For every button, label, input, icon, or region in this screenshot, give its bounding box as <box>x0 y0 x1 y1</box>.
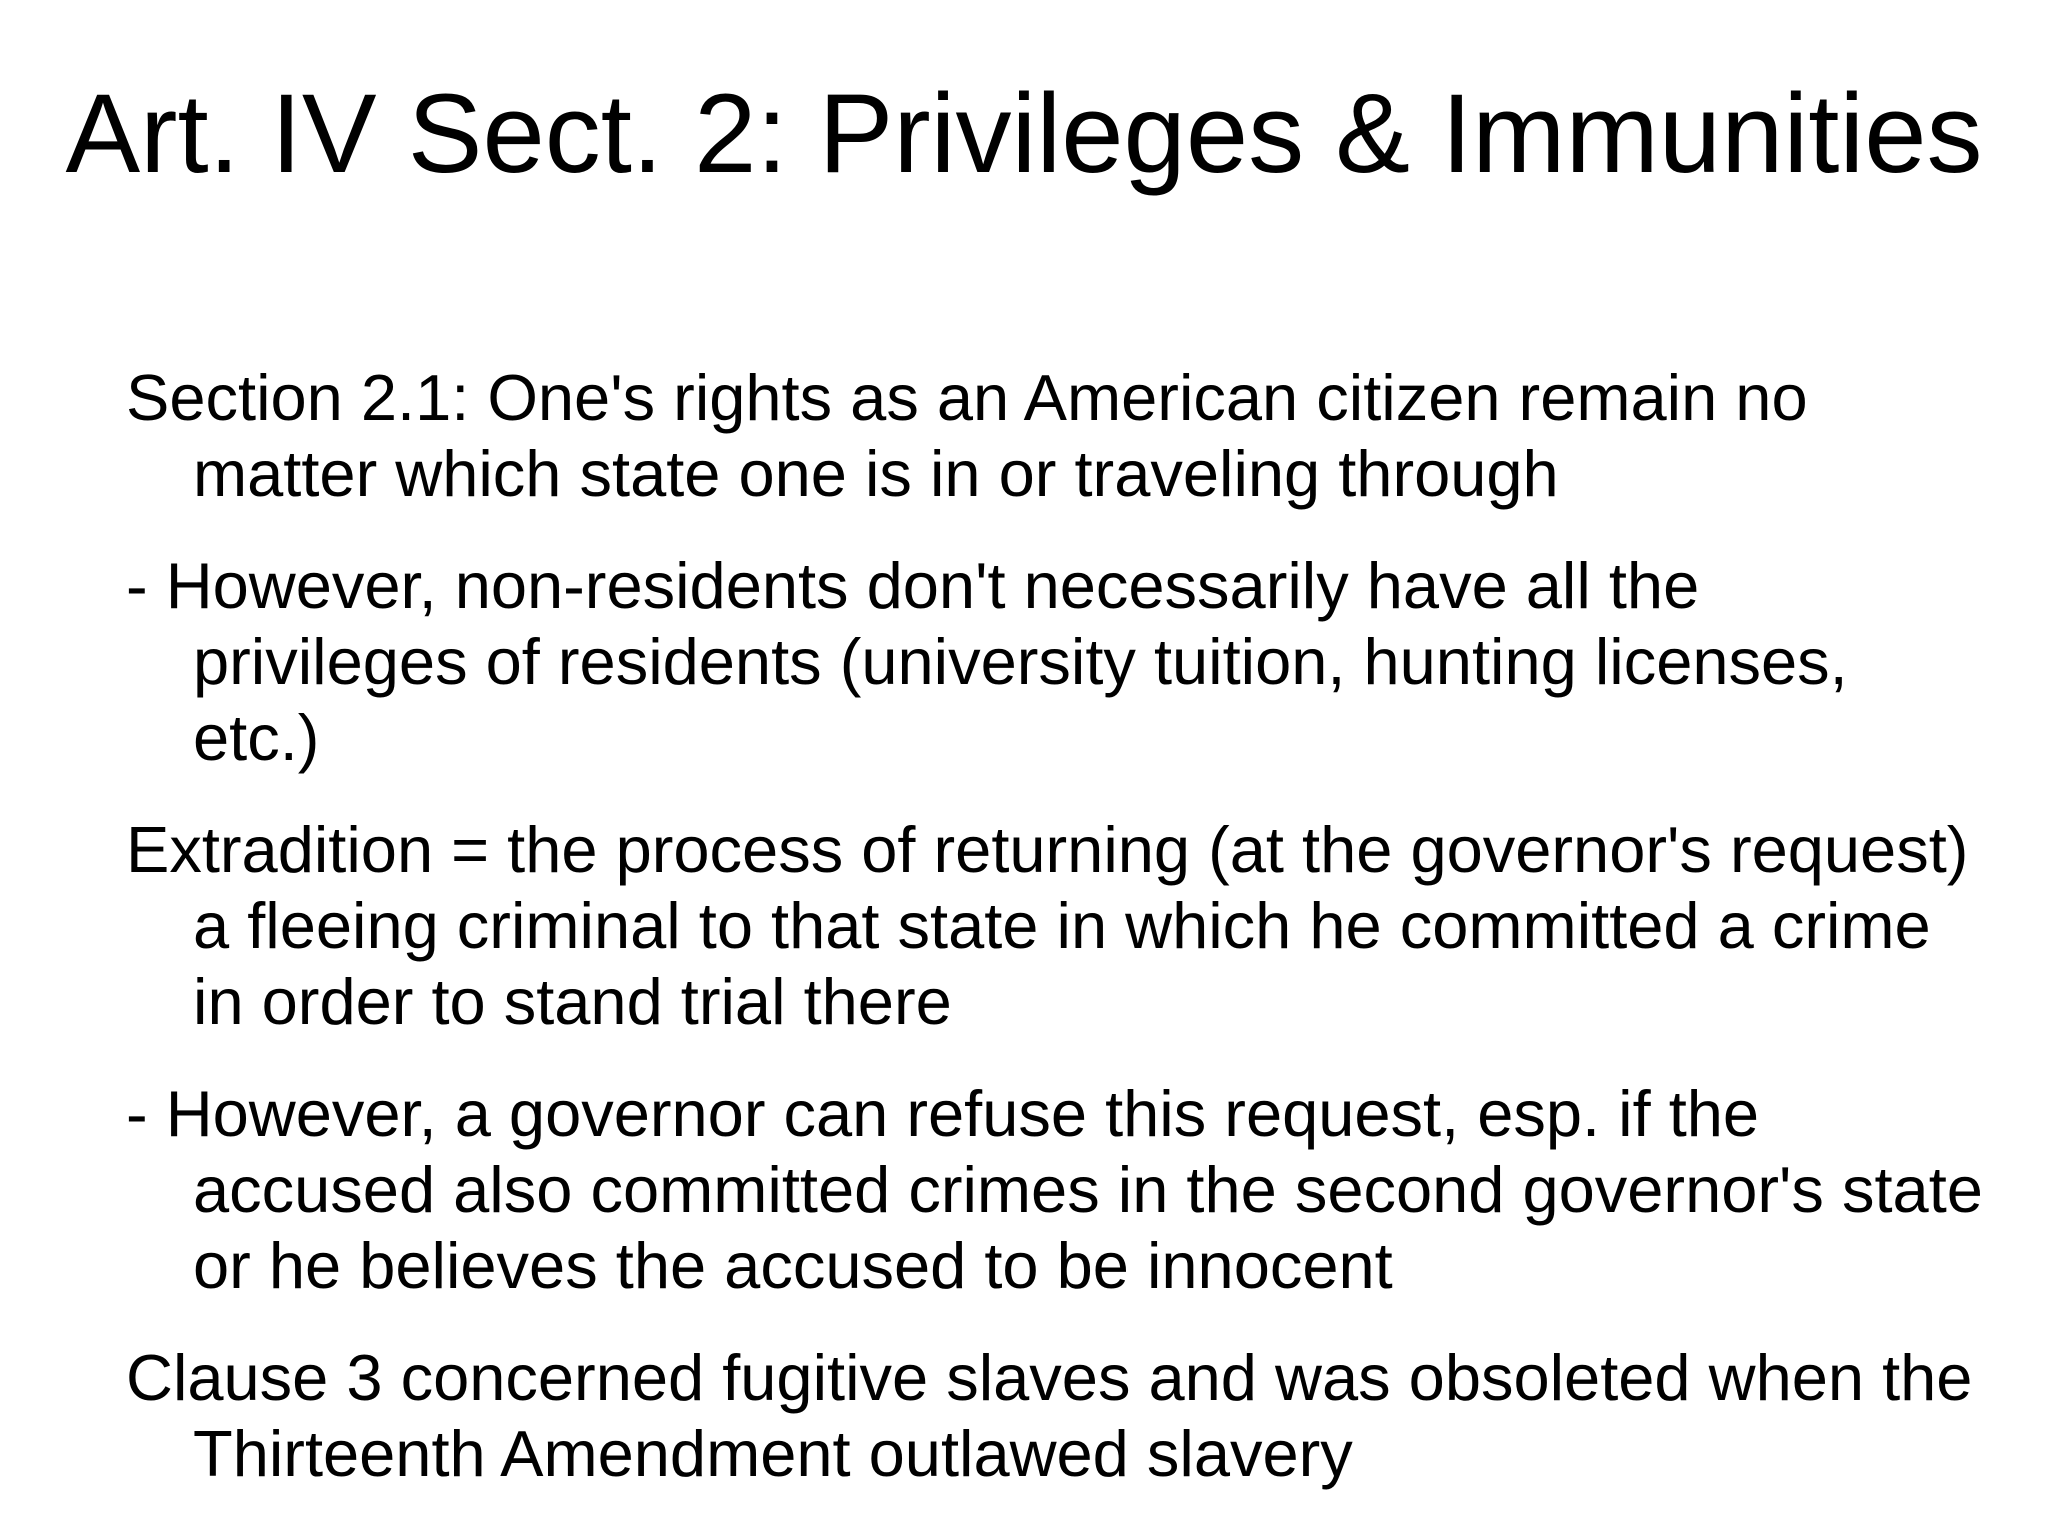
slide-title: Art. IV Sect. 2: Privileges & Immunities <box>65 71 1983 196</box>
bullet-item: Clause 3 concerned fugitive slaves and was obsoleted when the Thirteenth Amendment outlawed slavery <box>126 1341 1973 1490</box>
bullet-item: Section 2.1: One's rights as an American citizen remain no matter which state one is in or traveling through <box>126 361 1808 510</box>
bullet-item: Extradition = the process of returning (at the governor's request) a fleeing criminal to that state in which he committed a crime in order to stand trial there <box>126 813 1969 1038</box>
bullet-item: - However, non-residents don't necessarily have all the privileges of residents (university tuition, hunting licenses, etc.) <box>126 549 1848 774</box>
bullet-item: - However, a governor can refuse this request, esp. if the accused also committed crimes in the second governor's state or he believes the accused to be innocent <box>126 1077 1983 1302</box>
bullet-list <box>126 360 1986 1528</box>
